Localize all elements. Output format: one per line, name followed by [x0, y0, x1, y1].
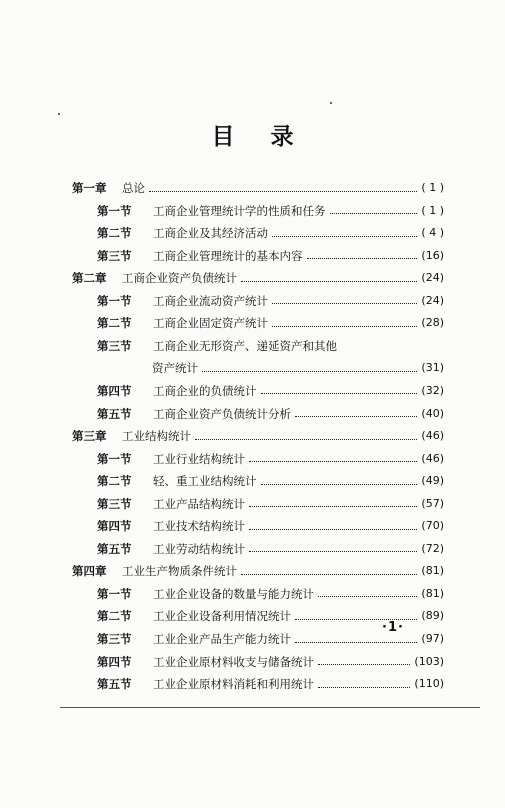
toc-entry-page: (97)	[421, 632, 444, 645]
page-title: 目 录	[211, 124, 308, 150]
toc-leader-dots	[241, 281, 417, 282]
toc-entry-number: 第一节	[97, 586, 132, 601]
toc-section-row	[97, 516, 444, 536]
toc-leader-dots	[261, 484, 418, 485]
toc-chapter-row	[72, 268, 444, 288]
toc-leader-dots	[318, 687, 410, 688]
toc-entry-title: 工业产品结构统计	[153, 496, 245, 511]
toc-entry-title: 工商企业的负债统计	[153, 383, 257, 398]
toc-entry-title: 工业企业设备的数量与能力统计	[153, 586, 314, 601]
toc-entry-number: 第二节	[97, 474, 132, 489]
toc-section-row	[97, 246, 444, 266]
toc-section-row	[97, 404, 444, 424]
toc-entry-title: 工商企业流动资产统计	[153, 293, 268, 308]
toc-leader-dots	[318, 596, 417, 597]
toc-entry-page: (81)	[421, 586, 444, 600]
toc-entry-page: (57)	[421, 496, 444, 510]
toc-leader-dots	[261, 393, 418, 394]
toc-entry-page: (24)	[421, 293, 444, 307]
toc-entry-page: ( 1 )	[421, 181, 444, 194]
toc-section-row	[97, 313, 444, 333]
toc-leader-dots	[272, 326, 417, 327]
toc-section-row	[97, 674, 444, 694]
toc-entry-number: 第三章	[72, 429, 107, 444]
toc-entry-page: (89)	[421, 609, 444, 623]
toc-section-row	[97, 539, 444, 559]
toc-leader-dots	[241, 574, 417, 575]
toc-entry-number: 第五节	[97, 406, 132, 421]
toc-entry-title: 工商企业固定资产统计	[153, 316, 268, 331]
page-number: ·1·	[382, 620, 404, 635]
toc-entry-title: 工商企业资产负债统计	[122, 271, 237, 286]
scan-speck	[58, 113, 60, 115]
toc-entry-page: (24)	[421, 271, 444, 285]
toc-entry-title: 工商企业无形资产、递延资产和其他	[153, 338, 337, 353]
toc-entry-page: (40)	[421, 406, 444, 420]
toc-entry-number: 第五节	[97, 677, 132, 692]
toc-entry-page: ( 1 )	[421, 203, 444, 217]
toc-leader-dots	[202, 371, 417, 372]
toc-leader-dots	[149, 191, 417, 192]
toc-entry-number: 第一节	[97, 451, 132, 466]
toc-entry-page: ( 4 )	[421, 226, 444, 240]
toc-entry-title: 工商企业及其经济活动	[153, 226, 268, 241]
toc-leader-dots	[249, 461, 417, 462]
toc-entry-page: (32)	[421, 383, 444, 397]
toc-chapter-row	[72, 561, 444, 581]
toc-section-row	[97, 201, 444, 221]
toc-chapter-row	[72, 178, 444, 198]
toc-section-row	[97, 336, 444, 356]
toc-entry-title: 工商企业管理统计学的性质和任务	[153, 203, 326, 218]
toc-entry-title: 工商企业管理统计的基本内容	[153, 248, 303, 263]
toc-entry-page: (49)	[421, 474, 444, 488]
toc-entry-number: 第一节	[97, 293, 132, 308]
toc-entry-page: (46)	[421, 451, 444, 465]
toc-entry-page: (31)	[421, 361, 444, 375]
toc-leader-dots	[295, 642, 417, 643]
toc-entry-title: 工商企业资产负债统计分析	[153, 406, 291, 421]
toc-entry-number: 第一章	[72, 181, 107, 195]
toc-entry-title: 工业企业原材料收支与储备统计	[153, 654, 314, 669]
toc-entry-number: 第三节	[97, 632, 132, 646]
toc-section-row	[152, 358, 444, 378]
toc-entry-title: 工业结构统计	[122, 429, 191, 444]
toc-section-row	[97, 381, 444, 401]
toc-entry-title: 资产统计	[152, 361, 198, 376]
toc-entry-number: 第三节	[97, 338, 132, 353]
toc-entry-title: 工业企业原材料消耗和利用统计	[153, 677, 314, 692]
toc-chapter-row	[72, 426, 444, 446]
toc-leader-dots	[249, 506, 417, 507]
toc-entry-title: 工业生产物质条件统计	[122, 564, 237, 579]
toc-section-row	[97, 652, 444, 672]
toc-entry-number: 第四节	[97, 654, 132, 669]
toc-entry-number: 第二节	[97, 316, 132, 331]
toc-entry-page: (28)	[421, 316, 444, 330]
bottom-rule	[60, 707, 480, 708]
toc-entry-number: 第三节	[97, 248, 132, 263]
toc-leader-dots	[307, 258, 418, 259]
toc-leader-dots	[330, 213, 418, 214]
toc-leader-dots	[272, 303, 417, 304]
toc-section-row	[97, 494, 444, 514]
toc-section-row	[97, 291, 444, 311]
toc-entry-page: (103)	[414, 654, 444, 668]
toc-entry-number: 第三节	[97, 496, 132, 511]
toc-section-row	[97, 223, 444, 243]
toc-entry-number: 第四节	[97, 383, 132, 398]
toc-entry-number: 第二节	[97, 226, 132, 241]
toc-entry-title: 总论	[122, 181, 145, 195]
toc-entry-number: 第四节	[97, 519, 132, 534]
toc-leader-dots	[318, 664, 410, 665]
toc-entry-title: 轻、重工业结构统计	[153, 474, 257, 489]
toc-entry-page: (81)	[421, 564, 444, 578]
toc-entry-number: 第四章	[72, 564, 107, 579]
toc-entry-number: 第二章	[72, 271, 107, 286]
toc-section-row	[97, 471, 444, 491]
toc-entry-title: 工业企业产品生产能力统计	[153, 632, 291, 646]
toc-leader-dots	[195, 439, 417, 440]
toc-leader-dots	[272, 236, 417, 237]
toc-entry-title: 工业劳动结构统计	[153, 541, 245, 556]
toc-leader-dots	[249, 529, 417, 530]
toc-entry-page: (72)	[421, 541, 444, 555]
toc-entry-page: (46)	[421, 429, 444, 443]
toc-leader-dots	[249, 551, 417, 552]
toc-entry-number: 第一节	[97, 203, 132, 218]
toc-entry-title: 工业技术结构统计	[153, 519, 245, 534]
toc-entry-title: 工业企业设备利用情况统计	[153, 609, 291, 624]
toc-leader-dots	[295, 416, 417, 417]
toc-section-row	[97, 584, 444, 604]
toc-entry-page: (110)	[414, 677, 444, 691]
toc-entry-page: (16)	[421, 248, 444, 262]
scan-speck	[330, 102, 332, 104]
toc-entry-number: 第五节	[97, 541, 132, 556]
toc-entry-number: 第二节	[97, 609, 132, 624]
toc-section-row	[97, 449, 444, 469]
toc-entry-title: 工业行业结构统计	[153, 451, 245, 466]
toc-entry-page: (70)	[421, 519, 444, 533]
